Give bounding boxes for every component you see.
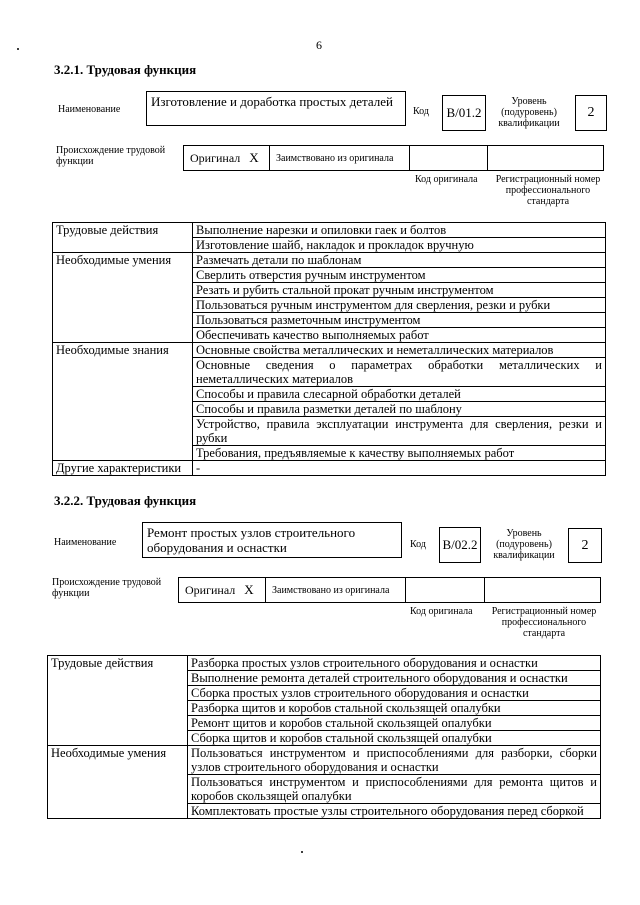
origin-label: Происхождение трудовой функции xyxy=(56,145,166,167)
table-cell: Ремонт щитов и коробов стальной скользящей опалубки xyxy=(188,716,601,731)
level-value: 2 xyxy=(575,95,607,131)
level-label: Уровень (подуровень) квалификации xyxy=(498,96,560,129)
table-cell: Изготовление шайб, накладок и прокладок вручную xyxy=(193,238,606,253)
origin-label: Происхождение трудовой функции xyxy=(52,577,162,599)
table-cell: Сборка щитов и коробов стальной скользящей опалубки xyxy=(188,731,601,746)
origin-borrowed-label: Заимствовано из оригинала xyxy=(276,153,394,164)
table-cell: Разборка щитов и коробов стальной скользящей опалубки xyxy=(188,701,601,716)
table-cell: Способы и правила разметки деталей по шаблону xyxy=(193,402,606,417)
table-cell: - xyxy=(193,461,606,476)
origin-code-label: Код оригинала xyxy=(410,606,473,617)
table-cell: Пользоваться разметочным инструментом xyxy=(193,313,606,328)
table-cell: Резать и рубить стальной прокат ручным инструментом xyxy=(193,283,606,298)
level-label: Уровень (подуровень) квалификации xyxy=(493,528,555,561)
origin-code-label: Код оригинала xyxy=(415,174,478,185)
requirements-table xyxy=(52,222,606,476)
code-label: Код xyxy=(410,539,426,550)
name-value: Ремонт простых узлов строительного оборудования и оснастки xyxy=(142,522,402,558)
origin-row xyxy=(178,577,601,603)
name-value: Изготовление и доработка простых деталей xyxy=(146,91,406,126)
code-value: В/01.2 xyxy=(442,95,486,131)
table-cell: Требования, предъявляемые к качеству выполняемых работ xyxy=(193,446,606,461)
table-cell: Обеспечивать качество выполняемых работ xyxy=(193,328,606,343)
table-cell: Сверлить отверстия ручным инструментом xyxy=(193,268,606,283)
row-label: Другие характеристики xyxy=(53,461,193,476)
code-value: В/02.2 xyxy=(439,527,481,563)
row-label: Необходимые знания xyxy=(53,343,193,461)
origin-original-mark: X xyxy=(244,582,254,597)
table-cell: Пользоваться инструментом и приспособлениями для ремонта щитов и коробов скользящей опалубки xyxy=(188,775,601,804)
table-cell: Комплектовать простые узлы строительного оборудования перед сборкой xyxy=(188,804,601,819)
scan-speck xyxy=(301,851,303,853)
table-cell: Устройство, правила эксплуатации инструмента для сверления, резки и рубки xyxy=(193,417,606,446)
section-title: 3.2.2. Трудовая функция xyxy=(54,493,197,508)
name-label: Наименование xyxy=(54,537,117,548)
table-cell: Выполнение нарезки и опиловки гаек и болтов xyxy=(193,223,606,238)
row-label: Трудовые действия xyxy=(53,223,193,253)
name-label: Наименование xyxy=(58,104,121,115)
table-cell: Размечать детали по шаблонам xyxy=(193,253,606,268)
page-number: 6 xyxy=(316,38,322,52)
code-label: Код xyxy=(413,106,429,117)
row-label: Необходимые умения xyxy=(53,253,193,343)
table-cell: Способы и правила слесарной обработки деталей xyxy=(193,387,606,402)
row-label: Трудовые действия xyxy=(48,656,188,746)
origin-original-label: Оригинал xyxy=(190,151,241,165)
table-cell: Сборка простых узлов строительного оборудования и оснастки xyxy=(188,686,601,701)
row-label: Необходимые умения xyxy=(48,746,188,819)
origin-original-label: Оригинал xyxy=(185,583,236,597)
table-cell: Основные сведения о параметрах обработки металлических и неметаллических материалов xyxy=(193,358,606,387)
origin-row xyxy=(183,145,604,171)
requirements-table xyxy=(47,655,601,819)
section-title: 3.2.1. Трудовая функция xyxy=(54,62,197,77)
origin-reg-label: Регистрационный номер профессионального стандарта xyxy=(491,606,597,639)
scan-speck xyxy=(17,48,19,50)
origin-reg-label: Регистрационный номер профессионального стандарта xyxy=(495,174,601,207)
table-cell: Пользоваться ручным инструментом для сверления, резки и рубки xyxy=(193,298,606,313)
table-cell: Пользоваться инструментом и приспособлениями для разборки, сборки узлов строительного оборудования и оснастки xyxy=(188,746,601,775)
origin-borrowed-label: Заимствовано из оригинала xyxy=(272,585,390,596)
table-cell: Разборка простых узлов строительного оборудования и оснастки xyxy=(188,656,601,671)
table-cell: Выполнение ремонта деталей строительного оборудования и оснастки xyxy=(188,671,601,686)
level-value: 2 xyxy=(568,528,602,563)
table-cell: Основные свойства металлических и неметаллических материалов xyxy=(193,343,606,358)
origin-original-mark: X xyxy=(249,150,259,165)
